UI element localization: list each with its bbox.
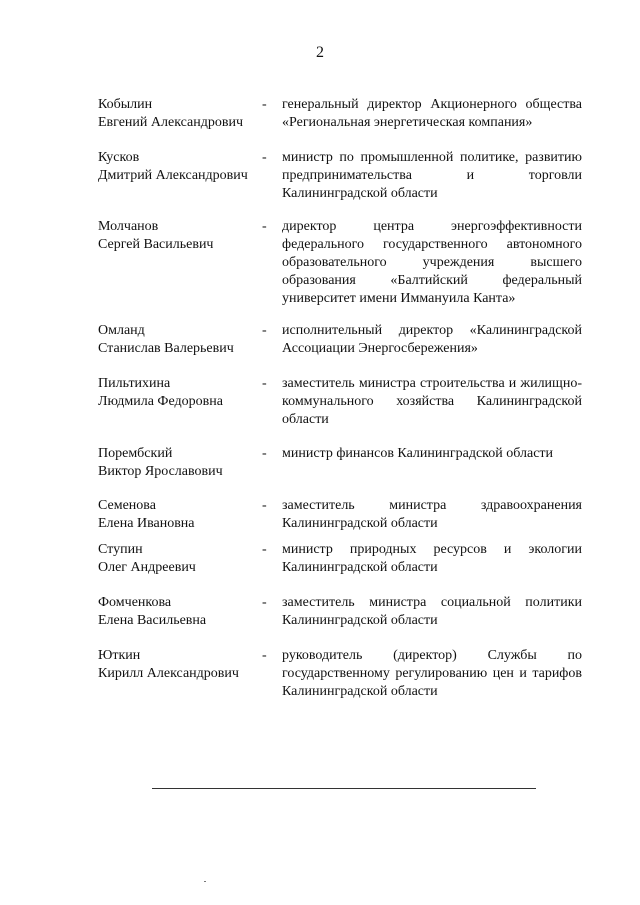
member-name	[98, 445, 268, 481]
member-given-names: Виктор Ярославович	[98, 464, 223, 479]
member-surname: Ступин	[98, 542, 143, 557]
member-given-names: Сергей Васильевич	[98, 237, 214, 252]
separator-dash: -	[262, 97, 267, 112]
member-surname: Молчанов	[98, 219, 159, 234]
member-name	[98, 497, 268, 533]
member-name	[98, 96, 268, 132]
member-position: директор центра энергоэффективности федерального государственного автономного образовательного учреждения высшего образования «Балтийский федеральный университет имени Иммануила Канта»	[282, 219, 582, 306]
separator-dash: -	[262, 150, 267, 165]
member-name	[98, 375, 268, 411]
member-surname: Фомченкова	[98, 595, 172, 610]
separator-dash: -	[262, 542, 267, 557]
member-given-names: Елена Васильевна	[98, 613, 207, 628]
member-position: заместитель министра строительства и жилищно-коммунального хозяйства Калининградской области	[282, 376, 582, 427]
member-given-names: Людмила Федоровна	[98, 394, 223, 409]
member-position: министр природных ресурсов и экологии Калининградской области	[282, 542, 582, 575]
member-position: заместитель министра здравоохранения Калининградской области	[282, 498, 582, 531]
member-name	[98, 594, 268, 630]
member-surname: Омланд	[98, 323, 145, 338]
member-position: исполнительный директор «Калининградской Ассоциации Энергосбережения»	[282, 323, 582, 356]
member-position: министр по промышленной политике, развитию предпринимательства и торговли Калининградской области	[282, 150, 582, 201]
member-given-names: Олег Андреевич	[98, 560, 196, 575]
separator-dash: -	[262, 323, 267, 338]
member-given-names: Елена Ивановна	[98, 516, 195, 531]
member-position: заместитель министра социальной политики Калининградской области	[282, 595, 582, 628]
scan-speck	[204, 881, 206, 882]
separator-dash: -	[262, 648, 267, 663]
member-name	[98, 149, 268, 185]
closing-rule	[152, 788, 536, 789]
separator-dash: -	[262, 219, 267, 234]
separator-dash: -	[262, 498, 267, 513]
member-given-names: Станислав Валерьевич	[98, 341, 234, 356]
member-surname: Кусков	[98, 150, 140, 165]
member-surname: Семенова	[98, 498, 156, 513]
member-surname: Порембский	[98, 446, 173, 461]
member-surname: Кобылин	[98, 97, 153, 112]
member-given-names: Евгений Александрович	[98, 115, 244, 130]
member-surname: Юткин	[98, 648, 141, 663]
member-name	[98, 322, 268, 358]
separator-dash: -	[262, 376, 267, 391]
member-position: министр финансов Калининградской области	[282, 446, 554, 461]
member-name	[98, 541, 268, 577]
member-name	[98, 647, 268, 683]
member-position: руководитель (директор) Службы по государственному регулированию цен и тарифов Калининградской области	[282, 648, 582, 699]
member-given-names: Кирилл Александрович	[98, 666, 239, 681]
separator-dash: -	[262, 595, 267, 610]
member-name	[98, 218, 268, 254]
page-number: 2	[316, 44, 324, 61]
separator-dash: -	[262, 446, 267, 461]
member-position: генеральный директор Акционерного общества «Региональная энергетическая компания»	[282, 97, 582, 130]
member-given-names: Дмитрий Александрович	[98, 168, 248, 183]
member-surname: Пильтихина	[98, 376, 171, 391]
